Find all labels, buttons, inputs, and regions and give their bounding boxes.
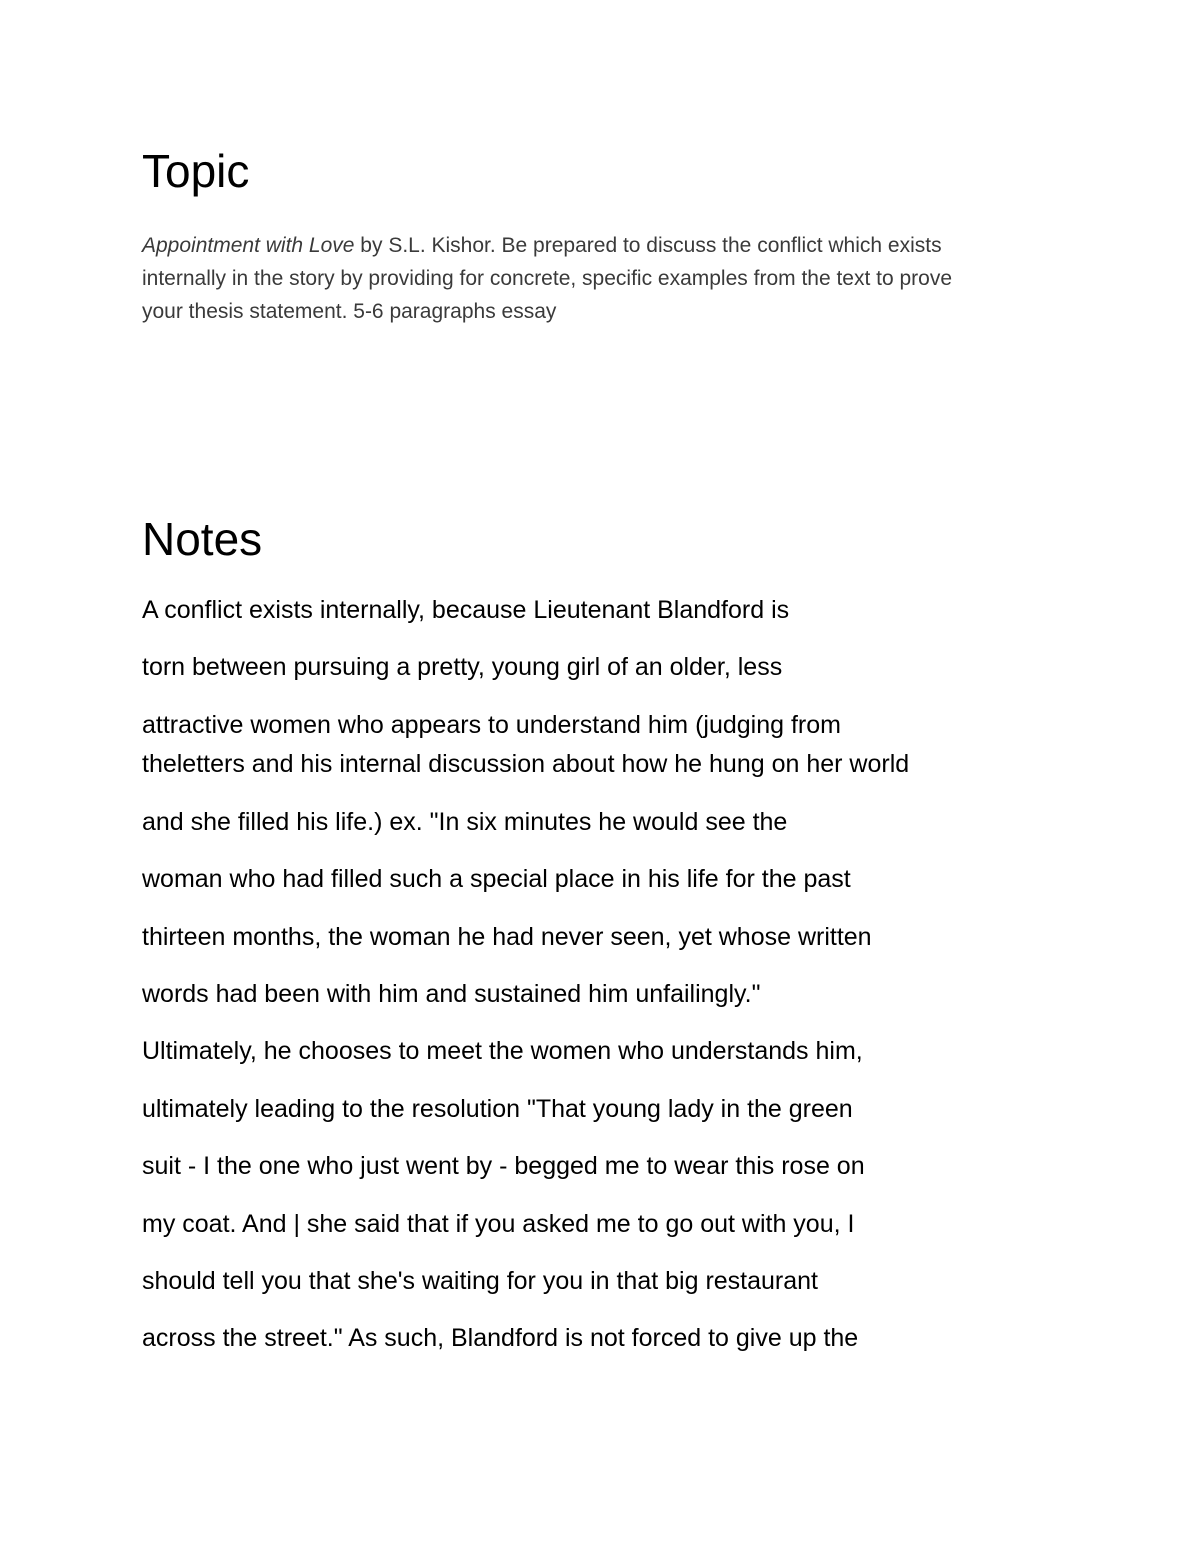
notes-line: thirteen months, the woman he had never seen, yet whose written (142, 923, 872, 951)
notes-line: attractive women who appears to understand him (judging from (142, 711, 841, 739)
notes-line: A conflict exists internally, because Lieutenant Blandford is (142, 596, 790, 624)
notes-line: ultimately leading to the resolution "That young lady in the green (142, 1095, 853, 1123)
topic-line-2: internally in the story by providing for concrete, specific examples from the text to prove (142, 267, 953, 290)
notes-line: across the street." As such, Blandford is not forced to give up the (142, 1324, 859, 1352)
notes-line: words had been with him and sustained him unfailingly." (142, 980, 761, 1008)
notes-line: suit - I the one who just went by - begged me to wear this rose on (142, 1152, 865, 1180)
topic-line-3: your thesis statement. 5-6 paragraphs essay (142, 300, 557, 323)
topic-description (142, 229, 1072, 328)
notes-line: torn between pursuing a pretty, young girl of an older, less (142, 653, 783, 681)
notes-line: woman who had filled such a special place in his life for the past (142, 865, 851, 893)
topic-line-1-text: by S.L. Kishor. Be prepared to discuss the conflict which exists (354, 234, 942, 257)
notes-line: my coat. And | she said that if you asked me to go out with you, I (142, 1210, 855, 1238)
story-title: Appointment with Love (142, 234, 355, 257)
topic-heading: Topic (142, 145, 250, 197)
notes-line: should tell you that she's waiting for you in that big restaurant (142, 1267, 819, 1295)
notes-heading: Notes (142, 513, 263, 565)
notes-line: Ultimately, he chooses to meet the women who understands him, (142, 1037, 863, 1065)
notes-line: and she filled his life.) ex. "In six minutes he would see the (142, 808, 788, 836)
topic-line-1 (142, 229, 1072, 262)
notes-line: theletters and his internal discussion about how he hung on her world (142, 750, 910, 778)
